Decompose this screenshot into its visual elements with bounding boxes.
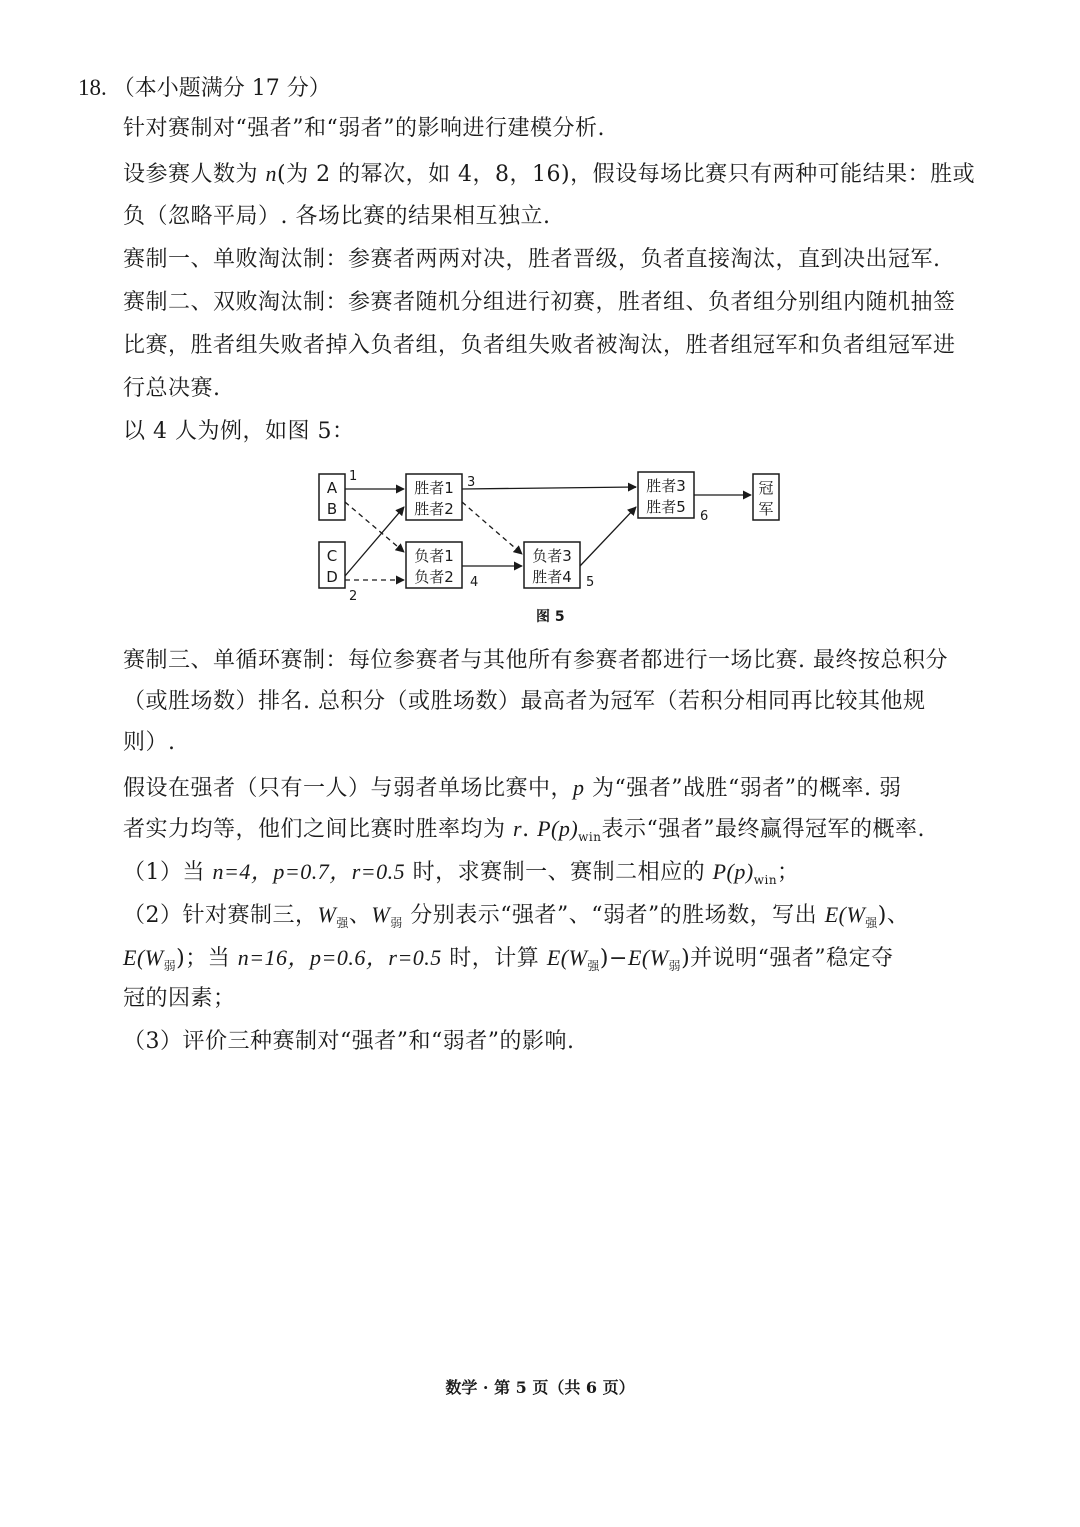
label-winner-2: 胜者2: [414, 500, 454, 518]
var-n: n: [265, 161, 277, 186]
e-w-strong-sub: 强: [865, 916, 878, 930]
part-two-text: （2）针对赛制三，: [123, 903, 318, 928]
match-label-5: 5: [586, 575, 595, 590]
w-strong: W: [317, 902, 337, 927]
label-loser-3: 负者3: [532, 547, 572, 565]
prob-subscript: win: [578, 830, 602, 844]
label-winner-4: 胜者4: [532, 568, 572, 586]
label-b: B: [326, 500, 338, 518]
paren-close: ): [877, 903, 887, 928]
paren-close-2: ): [176, 946, 186, 971]
var-r: r: [513, 816, 523, 841]
figure-caption: 图 5: [536, 609, 565, 625]
format-two-line-2: 比赛，胜者组失败者掉入负者组，负者组失败者被淘汰，胜者组冠军和负者组冠军进: [123, 333, 956, 358]
var-p: p: [573, 775, 585, 800]
prob-expression: P(p): [537, 816, 579, 841]
assumption-text: 假设在强者（只有一人）与弱者单场比赛中，: [123, 776, 574, 801]
part-one-end: ；: [777, 860, 800, 885]
setup-line-1: [123, 153, 1003, 195]
separator: 、: [348, 903, 372, 928]
assumption-line-1: [123, 767, 1003, 809]
label-winner-5: 胜者5: [646, 498, 686, 516]
label-winner-1: 胜者1: [414, 479, 454, 497]
part-one-prob-sub: win: [753, 873, 778, 887]
setup-text-cont: (为 2 的幂次，如 4，8，16)，假设每场比赛只有两种可能结果：胜或: [277, 162, 976, 187]
part-three: （3）评价三种赛制对“强者”和“弱者”的影响.: [123, 1029, 575, 1054]
assumption-text-3: 表示“强者”最终赢得冠军的概率.: [601, 817, 925, 842]
arrow-round-to-final: [580, 507, 636, 566]
part-two-compute: 时，计算: [441, 946, 547, 971]
format-three-line-1: 赛制三、单循环赛制：每位参赛者与其他所有参赛者都进行一场比赛. 最终按总积分: [123, 648, 948, 673]
format-two-line-1: 赛制二、双败淘汰制：参赛者随机分组进行初赛，胜者组、负者组分别组内随机抽签: [123, 290, 956, 315]
question-header: [78, 72, 331, 105]
part-two-text-cont: 分别表示“强者”、“弱者”的胜场数，写出: [402, 903, 825, 928]
separator-2: 、: [886, 903, 910, 928]
w-strong-sub: 强: [336, 916, 349, 930]
match-label-2: 2: [349, 589, 358, 604]
label-loser-1: 负者1: [414, 547, 454, 565]
label-loser-2: 负者2: [414, 568, 454, 586]
dashed-ab-to-losers: [345, 502, 404, 552]
e-w-strong: E(W: [824, 902, 866, 927]
intro-text: 针对赛制对“强者”和“弱者”的影响进行建模分析.: [123, 116, 605, 141]
part-one-conditions: n=4，p=0.7，r=0.5: [212, 859, 406, 884]
label-champion-1: 冠: [758, 479, 774, 497]
part-one-prob: P(p): [712, 859, 754, 884]
assumption-text-2: 者实力均等，他们之间比赛时胜率均为: [123, 817, 513, 842]
match-label-4: 4: [470, 575, 479, 590]
question-score: （本小题满分 17 分）: [112, 76, 331, 101]
part-two-explain: )并说明“强者”稳定夺: [681, 946, 894, 971]
part-two-when: ；当: [185, 946, 238, 971]
format-three-line-3: 则）.: [123, 730, 176, 755]
setup-line-2: 负（忽略平局）. 各场比赛的结果相互独立.: [123, 204, 551, 229]
page-footer: 数学 · 第 5 页（共 6 页）: [445, 1378, 635, 1397]
part-two-line-3: 冠的因素；: [123, 986, 236, 1011]
label-a: A: [326, 479, 338, 497]
e-w-weak-sub: 弱: [163, 959, 177, 973]
format-three-line-2: （或胜场数）排名. 总积分（或胜场数）最高者为冠军（若积分相同再比较其他规: [123, 689, 926, 714]
e-w-weak-2: E(W: [627, 945, 669, 970]
match-label-6: 6: [700, 509, 709, 524]
example-intro: 以 4 人为例，如图 5：: [123, 419, 355, 444]
label-champion-2: 军: [758, 500, 774, 518]
part-one-text-cont: 时，求赛制一、赛制二相应的: [405, 860, 713, 885]
e-w-strong-sub-2: 强: [587, 959, 600, 973]
w-weak-sub: 弱: [390, 916, 403, 930]
match-label-1: 1: [349, 469, 358, 484]
minus: )−: [599, 946, 628, 971]
e-w-strong-2: E(W: [546, 945, 588, 970]
format-one: 赛制一、单败淘汰制：参赛者两两对决，胜者晋级，负者直接淘汰，直到决出冠军.: [123, 247, 941, 272]
assumption-period: .: [522, 817, 538, 842]
dashed-winners-to-round: [462, 502, 522, 554]
label-d: D: [326, 568, 338, 586]
match-label-3: 3: [467, 475, 476, 490]
w-weak: W: [371, 902, 391, 927]
assumption-text-cont: 为“强者”战胜“弱者”的概率. 弱: [584, 776, 902, 801]
arrow-winners-to-final: [462, 487, 636, 489]
arrow-cd-to-winners: [345, 507, 404, 576]
label-winner-3: 胜者3: [646, 477, 686, 495]
setup-text: 设参赛人数为: [123, 162, 266, 187]
format-two-line-3: 行总决赛.: [123, 376, 221, 401]
part-one-text: （1）当: [123, 860, 213, 885]
label-c: C: [326, 547, 338, 565]
e-w-weak: E(W: [123, 945, 164, 970]
question-number: 18.: [78, 75, 107, 100]
e-w-weak-sub-2: 弱: [668, 959, 682, 973]
part-two-conditions: n=16，p=0.6，r=0.5: [237, 945, 442, 970]
